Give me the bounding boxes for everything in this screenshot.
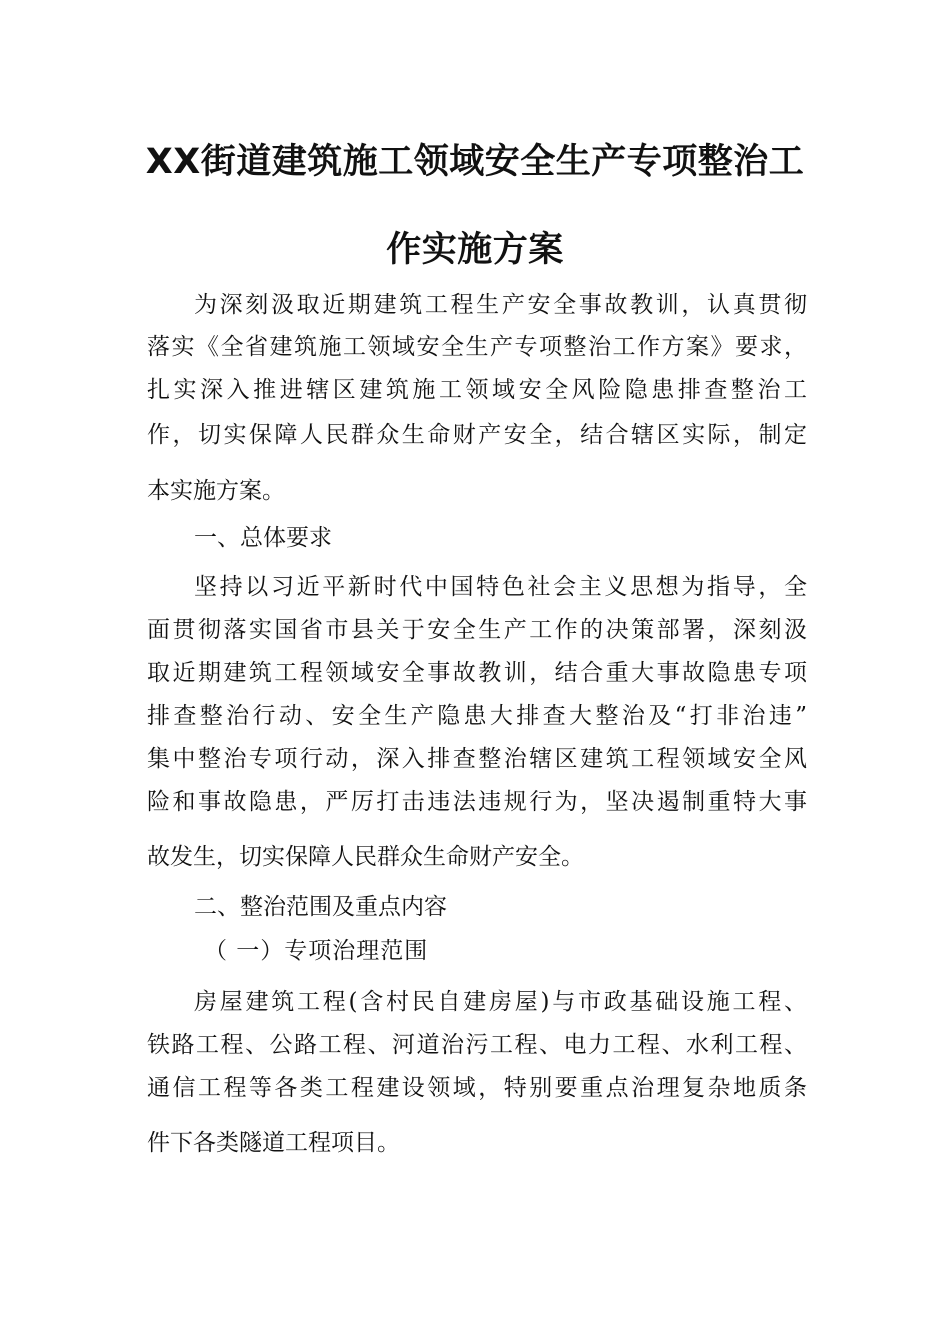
paragraph-3-line-4: 件下各类隧道工程项目。 xyxy=(147,1130,400,1156)
paragraph-1-line-1: 为深刻汲取近期建筑工程生产安全事故教训，认真贯彻 xyxy=(194,292,807,318)
paragraph-2-line-2: 面贯彻落实国省市县关于安全生产工作的决策部署，深刻汲 xyxy=(147,617,807,643)
paragraph-2-line-7: 故发生，切实保障人民群众生命财产安全。 xyxy=(147,844,584,870)
section-heading-2: 二、整治范围及重点内容 xyxy=(194,894,447,920)
paragraph-1-line-3: 扎实深入推进辖区建筑施工领域安全风险隐患排查整治工 xyxy=(147,377,807,403)
paragraph-3-line-1: 房屋建筑工程(含村民自建房屋)与市政基础设施工程、 xyxy=(194,989,807,1015)
paragraph-3-line-3: 通信工程等各类工程建设领域，特别要重点治理复杂地质条 xyxy=(147,1075,807,1101)
paragraph-1-line-4: 作，切实保障人民群众生命财产安全，结合辖区实际，制定 xyxy=(147,422,807,448)
paragraph-3-line-2: 铁路工程、公路工程、河道治污工程、电力工程、水利工程、 xyxy=(147,1032,807,1058)
paragraph-1-line-5: 本实施方案。 xyxy=(147,478,285,504)
paragraph-2-line-1: 坚持以习近平新时代中国特色社会主义思想为指导，全 xyxy=(194,574,807,600)
paragraph-1-line-2: 落实《全省建筑施工领域安全生产专项整治工作方案》要求， xyxy=(147,334,807,360)
document-title-line-1: XX街道建筑施工领域安全生产专项整治工 xyxy=(145,142,805,182)
document-title-line-2: 作实施方案 xyxy=(386,230,564,270)
paragraph-2-line-6: 险和事故隐患，严厉打击违法违规行为，坚决遏制重特大事 xyxy=(147,789,807,815)
section-heading-1: 一、总体要求 xyxy=(194,525,332,551)
subsection-heading-1: （ 一）专项治理范围 xyxy=(204,938,429,964)
paragraph-2-line-3: 取近期建筑工程领域安全事故教训，结合重大事故隐患专项 xyxy=(147,660,807,686)
paragraph-2-line-4: 排查整治行动、安全生产隐患大排查大整治及“打非治违” xyxy=(147,703,807,729)
paragraph-2-line-5: 集中整治专项行动，深入排查整治辖区建筑工程领域安全风 xyxy=(147,746,807,772)
